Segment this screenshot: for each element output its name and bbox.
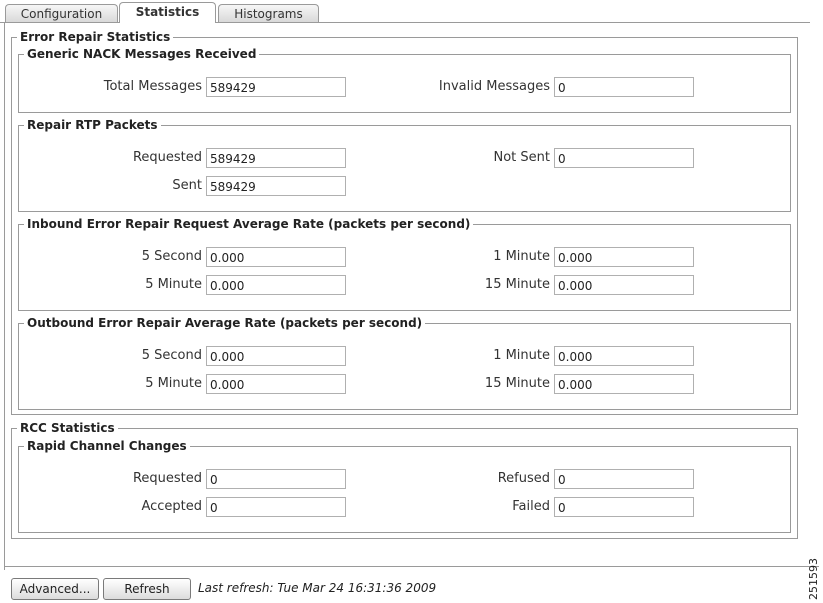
rtp-sent-label: Sent bbox=[172, 178, 202, 193]
inbound-5min-label: 5 Minute bbox=[145, 277, 202, 292]
rcc-requested-field[interactable] bbox=[206, 469, 346, 489]
content-border bbox=[4, 22, 5, 570]
outbound-5sec-label: 5 Second bbox=[141, 348, 202, 363]
inbound-15min-label: 15 Minute bbox=[484, 277, 550, 292]
tab-bar bbox=[0, 0, 823, 24]
rtp-requested-label: Requested bbox=[132, 150, 202, 165]
inbound-5sec-field[interactable] bbox=[206, 247, 346, 267]
tab-statistics[interactable]: Statistics bbox=[119, 2, 216, 23]
advanced-button[interactable]: Advanced... bbox=[11, 578, 99, 600]
rapid-channel-title: Rapid Channel Changes bbox=[27, 439, 187, 453]
outbound-rate-title: Outbound Error Repair Average Rate (packets per second) bbox=[27, 316, 423, 330]
outbound-15min-field[interactable] bbox=[554, 374, 694, 394]
refresh-button[interactable]: Refresh bbox=[103, 578, 191, 600]
nack-title: Generic NACK Messages Received bbox=[27, 47, 257, 61]
rcc-refused-label: Refused bbox=[497, 471, 550, 486]
outbound-5min-label: 5 Minute bbox=[145, 376, 202, 391]
error-repair-title: Error Repair Statistics bbox=[20, 30, 171, 44]
inbound-15min-field[interactable] bbox=[554, 275, 694, 295]
total-messages-field[interactable] bbox=[206, 77, 346, 97]
inbound-1min-field[interactable] bbox=[554, 247, 694, 267]
inbound-5sec-label: 5 Second bbox=[141, 249, 202, 264]
inbound-5min-field[interactable] bbox=[206, 275, 346, 295]
figure-number: 251593 bbox=[807, 558, 820, 600]
repair-rtp-title: Repair RTP Packets bbox=[27, 118, 158, 132]
outbound-1min-label: 1 Minute bbox=[493, 348, 550, 363]
last-refresh-text: Last refresh: Tue Mar 24 16:31:36 2009 bbox=[198, 581, 437, 595]
rtp-requested-field[interactable] bbox=[206, 148, 346, 168]
outbound-5min-field[interactable] bbox=[206, 374, 346, 394]
invalid-messages-field[interactable] bbox=[554, 77, 694, 97]
footer-divider bbox=[4, 566, 819, 567]
rtp-not-sent-label: Not Sent bbox=[493, 150, 550, 165]
inbound-rate-title: Inbound Error Repair Request Average Rate (packets per second) bbox=[27, 217, 471, 231]
outbound-15min-label: 15 Minute bbox=[484, 376, 550, 391]
rtp-sent-field[interactable] bbox=[206, 176, 346, 196]
outbound-1min-field[interactable] bbox=[554, 346, 694, 366]
rcc-failed-label: Failed bbox=[512, 499, 550, 514]
rcc-refused-field[interactable] bbox=[554, 469, 694, 489]
rtp-not-sent-field[interactable] bbox=[554, 148, 694, 168]
rcc-accepted-label: Accepted bbox=[141, 499, 202, 514]
inbound-1min-label: 1 Minute bbox=[493, 249, 550, 264]
rcc-requested-label: Requested bbox=[132, 471, 202, 486]
total-messages-label: Total Messages bbox=[103, 79, 202, 94]
tab-configuration[interactable]: Configuration bbox=[5, 4, 118, 22]
invalid-messages-label: Invalid Messages bbox=[438, 79, 550, 94]
rcc-accepted-field[interactable] bbox=[206, 497, 346, 517]
outbound-5sec-field[interactable] bbox=[206, 346, 346, 366]
rcc-title: RCC Statistics bbox=[20, 421, 115, 435]
rcc-failed-field[interactable] bbox=[554, 497, 694, 517]
tab-histograms[interactable]: Histograms bbox=[218, 4, 319, 22]
